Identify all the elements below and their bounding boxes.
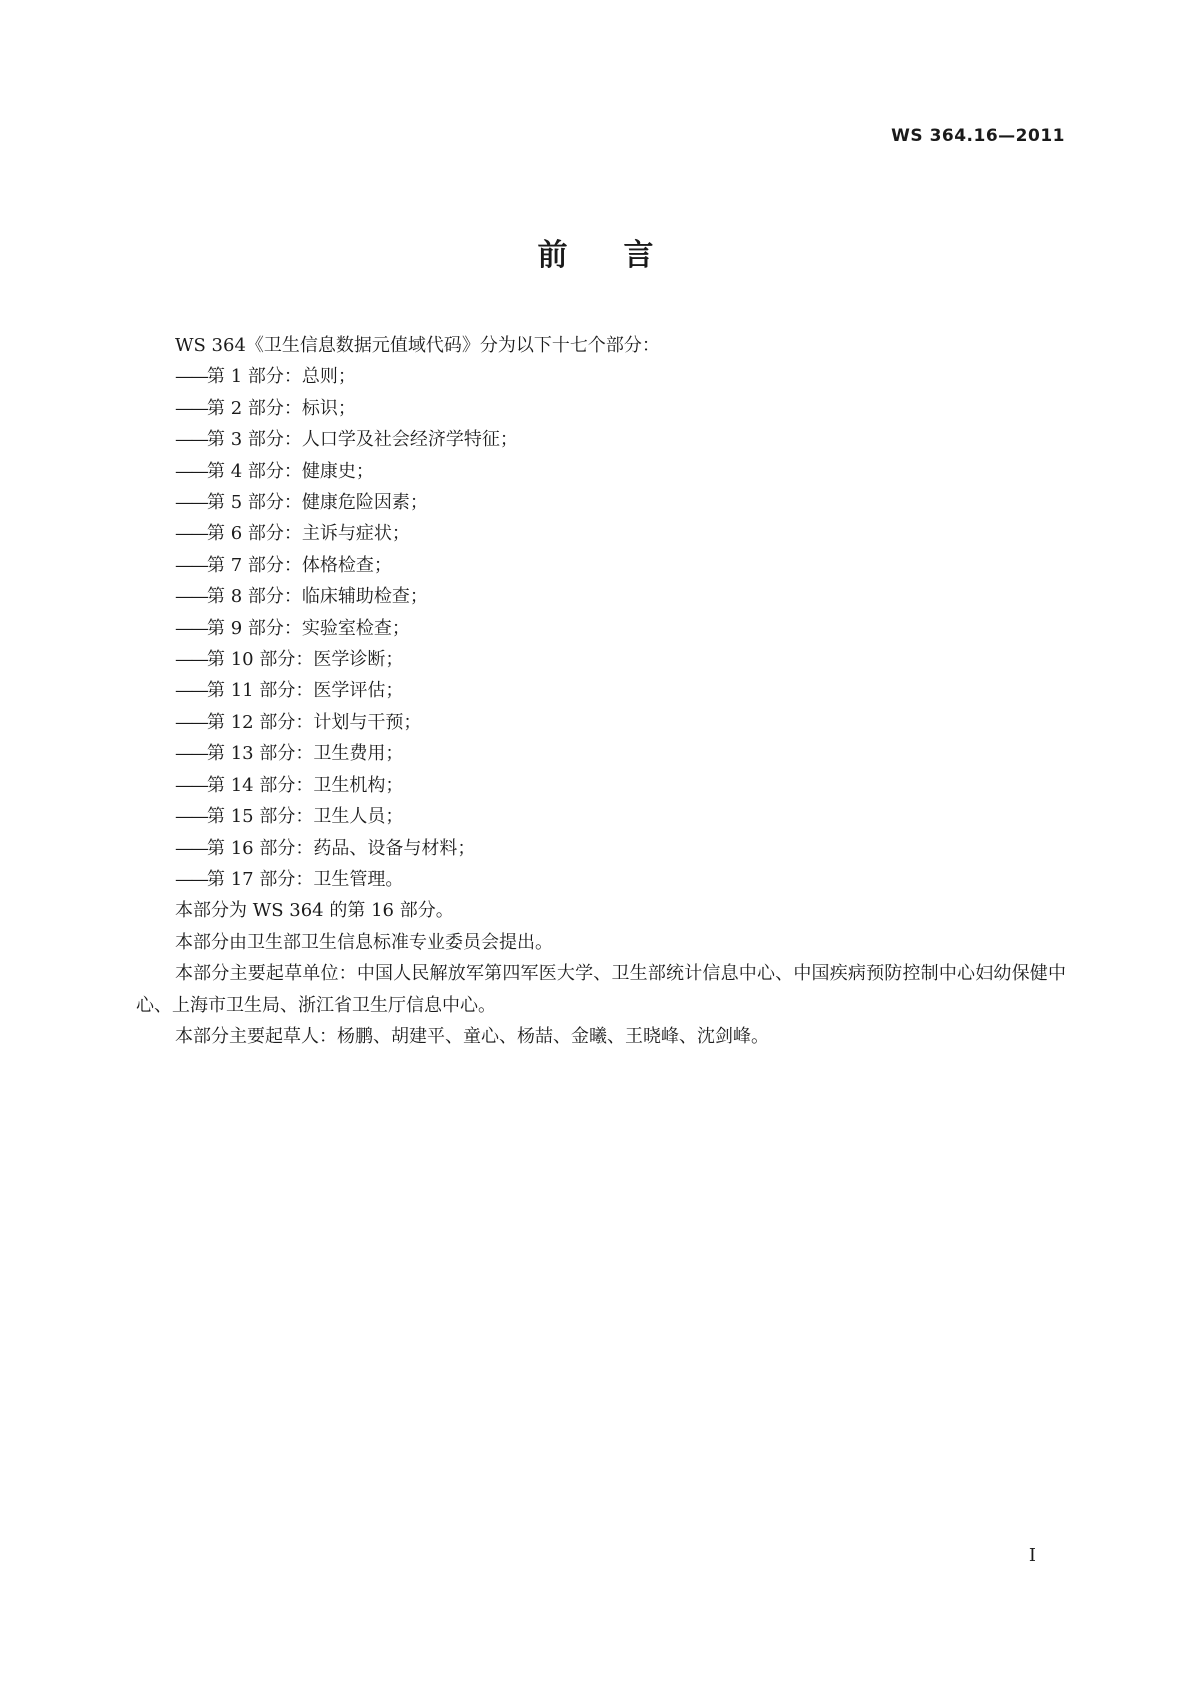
list-dash: —— xyxy=(175,680,207,702)
list-item-text: 第 11 部分：医学评估； xyxy=(207,680,404,702)
list-dash: —— xyxy=(175,868,207,890)
list-item-text: 第 4 部分：健康史； xyxy=(207,460,374,482)
list-item xyxy=(136,456,1066,487)
list-item-text: 第 6 部分：主诉与症状； xyxy=(207,523,410,545)
list-dash: —— xyxy=(175,806,207,828)
list-dash: —— xyxy=(175,397,207,419)
list-dash: —— xyxy=(175,649,207,671)
list-item xyxy=(136,675,1066,706)
list-item-text: 第 2 部分：标识； xyxy=(207,397,356,419)
list-item-text: 第 12 部分：计划与干预； xyxy=(207,711,422,733)
drafters: 本部分主要起草人：杨鹏、胡建平、童心、杨喆、金曦、王晓峰、沈剑峰。 xyxy=(175,1025,769,1047)
list-item xyxy=(136,550,1066,581)
list-item xyxy=(136,864,1066,895)
list-dash: —— xyxy=(175,429,207,451)
list-dash: —— xyxy=(175,774,207,796)
list-item xyxy=(136,801,1066,832)
list-item xyxy=(136,770,1066,801)
list-dash: —— xyxy=(175,523,207,545)
list-item xyxy=(136,487,1066,518)
list-item-text: 第 9 部分：实验室检查； xyxy=(207,617,410,639)
list-dash: —— xyxy=(175,617,207,639)
proposer-statement: 本部分由卫生部卫生信息标准专业委员会提出。 xyxy=(175,931,553,953)
foreword-body xyxy=(136,330,1066,1052)
list-dash: —— xyxy=(175,837,207,859)
list-dash: —— xyxy=(175,743,207,765)
list-item-text: 第 3 部分：人口学及社会经济学特征； xyxy=(207,429,518,451)
list-item xyxy=(136,833,1066,864)
list-item-text: 第 15 部分：卫生人员； xyxy=(207,806,404,828)
list-item-text: 第 7 部分：体格检查； xyxy=(207,554,392,576)
drafting-units: 本部分主要起草单位：中国人民解放军第四军医大学、卫生部统计信息中心、中国疾病预防控制中心妇幼保健中心、上海市卫生局、浙江省卫生厅信息中心。 xyxy=(136,963,1066,1016)
list-item-text: 第 17 部分：卫生管理。 xyxy=(207,868,404,890)
list-item xyxy=(136,581,1066,612)
list-item-text: 第 10 部分：医学诊断； xyxy=(207,649,404,671)
part-statement: 本部分为 WS 364 的第 16 部分。 xyxy=(175,900,454,922)
list-dash: —— xyxy=(175,554,207,576)
parts-list xyxy=(136,361,1066,895)
list-item xyxy=(136,707,1066,738)
list-item xyxy=(136,738,1066,769)
list-dash: —— xyxy=(175,366,207,388)
list-item xyxy=(136,361,1066,392)
list-dash: —— xyxy=(175,492,207,514)
list-item-text: 第 1 部分：总则； xyxy=(207,366,356,388)
page-number: I xyxy=(1028,1545,1036,1566)
list-item xyxy=(136,393,1066,424)
standard-code: WS 364.16—2011 xyxy=(891,126,1065,146)
list-item-text: 第 13 部分：卫生费用； xyxy=(207,743,404,765)
list-item xyxy=(136,644,1066,675)
list-item-text: 第 16 部分：药品、设备与材料； xyxy=(207,837,476,859)
list-item xyxy=(136,424,1066,455)
intro-paragraph: WS 364《卫生信息数据元值域代码》分为以下十七个部分： xyxy=(175,335,660,356)
list-dash: —— xyxy=(175,711,207,733)
list-dash: —— xyxy=(175,460,207,482)
list-item-text: 第 5 部分：健康危险因素； xyxy=(207,492,428,514)
list-item-text: 第 8 部分：临床辅助检查； xyxy=(207,586,428,608)
page-title: 前言 xyxy=(537,238,710,273)
list-dash: —— xyxy=(175,586,207,608)
list-item xyxy=(136,613,1066,644)
list-item-text: 第 14 部分：卫生机构； xyxy=(207,774,404,796)
list-item xyxy=(136,518,1066,549)
